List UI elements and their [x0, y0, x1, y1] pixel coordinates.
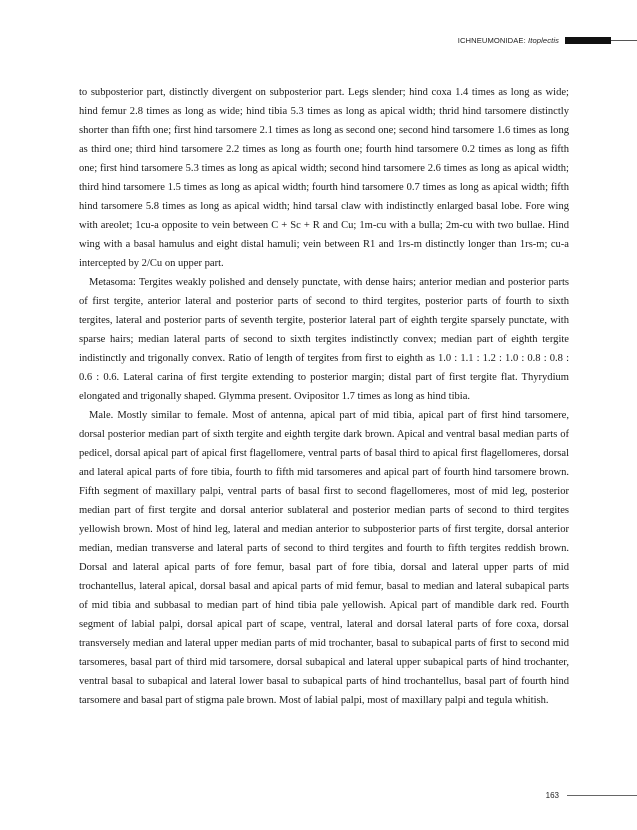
- header-genus: Itoplectis: [528, 35, 559, 45]
- header-family: ICHNEUMONIDAE:: [457, 35, 526, 45]
- paragraph-legs-wings: to subposterior part, distinctly divergent on subposterior part. Legs slender; hind coxa 1.4 times as long as wide; hind femur 2.8 times as long as wide; hind tibia 5.3 times as long as apical width; thrid hind tarsomere distinctly shorter than fifth one; first hind tarsomere 2.1 times as long as second one; second hind tarsomere 1.6 times as long as third one; third hind tarsomere 2.2 times as long as fourth one; fourth hind tarsomere 0.2 times as long as fifth one; first hind tarsomere 5.3 times as long as apical width; second hind tarsomere 2.6 times as long as apical width; third hind tarsomere 1.5 times as long as apical width; fourth hind tarsomere 0.7 times as long as apical width; fifth hind tarsomere 5.8 times as long as apical width; hind tarsal claw with indistinctly enlarged basal lobe. Fore wing with areolet; 1cu-a opposite to vein between C + Sc + R and Cu; 1m-cu with a bulla; 2m-cu with two bullae. Hind wing with a basal hamulus and eight distal hamuli; vein between R1 and 1rs-m distinctly longer than 1rs-m; cu-a intercepted by 2/Cu on upper part.: [79, 87, 569, 269]
- paragraph-metasoma: Metasoma: Tergites weakly polished and densely punctate, with dense hairs; anterior median and posterior parts of first tergite, anterior lateral and posterior parts of second to third tergites, posterior parts of fourth to sixth tergites, lateral and posterior parts of seventh tergite, posterior lateral part of eighth tergite sparsely punctate, with sparse hairs; median lateral parts of second to sixth tergites indistinctly convex; median part of eighth tergite indistinctly and trigonally convex. Ratio of length of tergites from first to eighth as 1.0 : 1.1 : 1.2 : 1.0 : 0.8 : 0.8 : 0.6 : 0.6. Lateral carina of first tergite extending to posterior margin; distal part of first tergite flat. Thyrydium elongated and trigonally shaped. Glymma present. Ovipositor 1.7 times as long as hind tibia.: [79, 277, 569, 402]
- page-footer: [546, 789, 637, 801]
- footer-rule: [567, 795, 637, 796]
- page-number: 163: [545, 790, 559, 800]
- running-header-text: [458, 36, 559, 45]
- header-black-bar: [565, 37, 611, 44]
- running-header: [458, 34, 637, 46]
- body-text: [79, 83, 569, 710]
- header-rule: [611, 40, 637, 41]
- paragraph-male: Male. Mostly similar to female. Most of antenna, apical part of mid tibia, apical part of first hind tarsomere, dorsal posterior median part of sixth tergite and eighth tergite dark brown. Apical and ventral basal median parts of pedicel, dorsal apical part of apical first flagellomere, ventral parts of basal third to apical first flagellomeres, dorsal and lateral apical parts of fore tibia, fourth to fifth mid tarsomeres and apical part of fourth hind tarsomere brown. Fifth segment of maxillary palpi, ventral parts of basal first to second flagellomeres, most of mid leg, posterior median part of first tergite and dorsal anterior sublateral and posterior median parts of second to third tergites yellowish brown. Most of hind leg, lateral and median anterior to subposterior parts of first tergite, dorsal anterior median, median transverse and lateral parts of second to third tergites and fourth to fifth tergites reddish brown. Dorsal and lateral apical parts of fore femur, basal part of fore tibia, dorsal and lateral upper parts of mid trochantellus, lateral apical, dorsal basal and apical parts of mid femur, basal to median and lateral subapical parts of mid tibia and subbasal to median part of hind tibia pale yellowish. Apical part of mandible dark red. Fourth segment of labial palpi, dorsal apical part of scape, ventral, lateral and dorsal lateral parts of fore coxa, dorsal transversely median and lateral upper median parts of mid trochanter, basal to subapical parts of first to second mid tarsomeres, basal part of third mid tarsomere, dorsal subapical and lateral upper subapical parts of hind trochanter, ventral basal to subapical and lateral lower basal to subapical parts of hind trochantellus, basal part of fourth hind tarsomere and basal part of stigma pale brown. Most of labial palpi, most of maxillary palpi and tegula whitish.: [79, 410, 569, 706]
